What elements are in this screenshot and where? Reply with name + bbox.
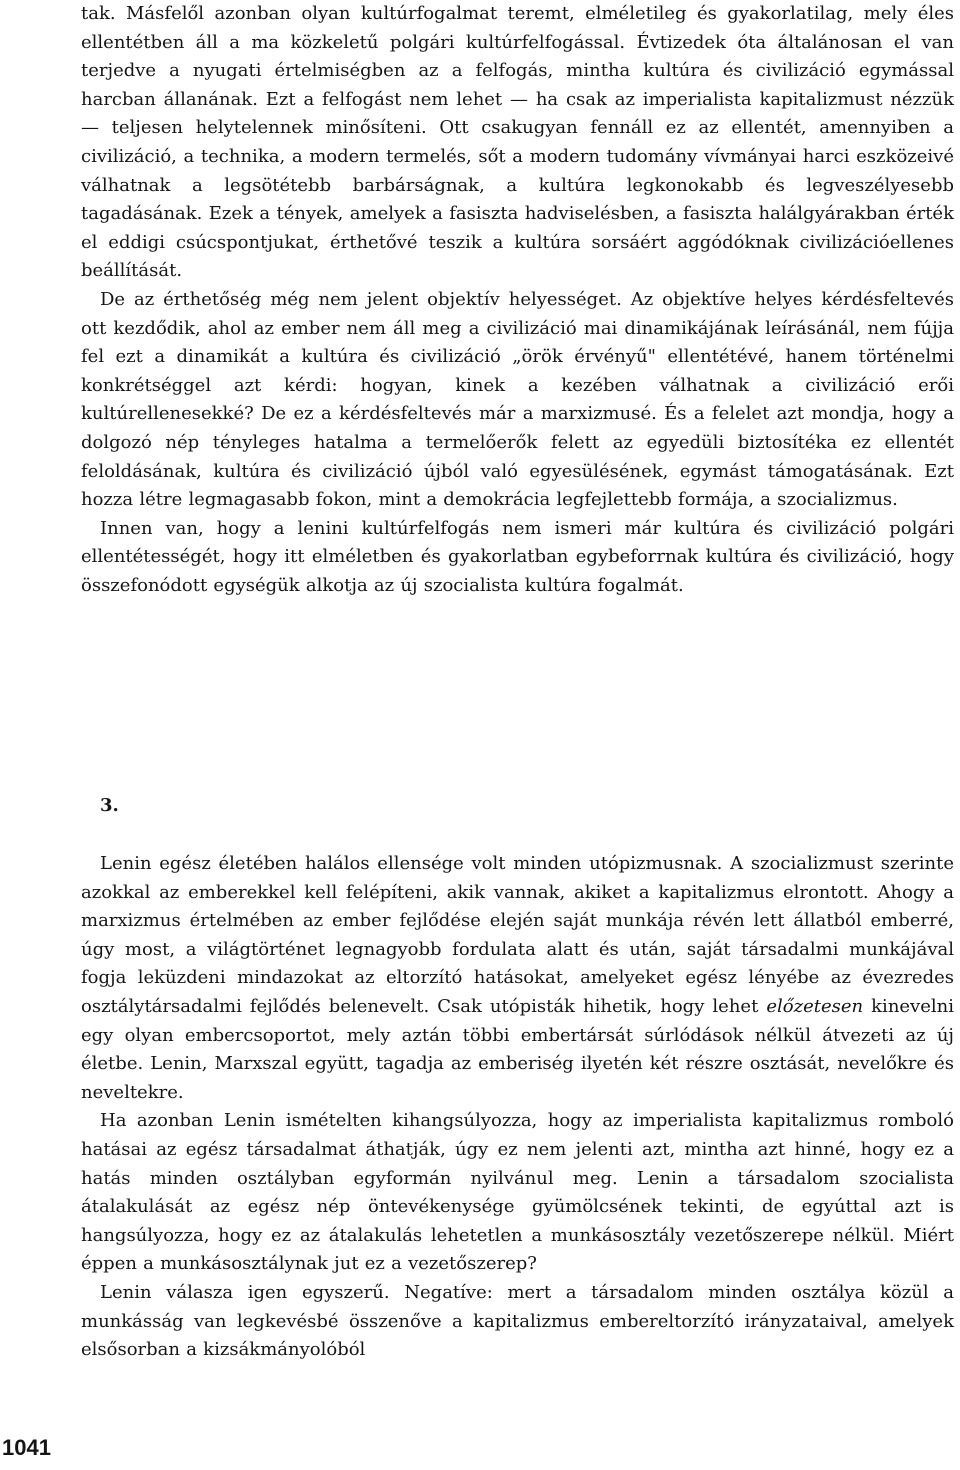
paragraph-lenin-culture-concept: Innen van, hogy a lenini kultúrfelfogás nem ismeri már kultúra és civilizáció polgári ellentétességét, hogy itt elméletben és gyakorlatban egybeforrnak kultúra és civilizáció, hogy összefonódott egységük alkotja az új szocialista kultúra fogalmát. <box>81 517 954 596</box>
emphasis-previously: előzetesen <box>766 995 864 1017</box>
paragraph-utopianism-text-1: Lenin egész életében halálos ellensége volt minden utópizmusnak. A szocializmust szerinte azokkal az emberekkel kell felépíteni, akik vannak, akiket a kapitalizmus elrontott. Ahogy a marxizmus értelmében az ember fejlődése elején saját munkája révén lett állatból emberré, úgy most, a világtörténet legnagyobb fordulata alatt és után, saját társadalmi munkájával fogja leküzdeni mindazokat az eltorzító hatásokat, amelyeket egész lényébe az évezredes osztálytársadalmi fejlődés belenevelt. Csak utópisták hihetik, hogy lehet <box>81 853 954 1017</box>
paragraph-utopianism <box>81 850 954 1107</box>
section-two-text <box>81 850 954 1365</box>
paragraph-utopianism-text-2: kinevelni egy olyan embercsoportot, mely aztán többi embertársát súrlódások nélkül átvezeti az új életbe. Lenin, Marxszal együtt, tagadja az emberiség ilyetén két részre osztását, nevelőkre és neveltekre. <box>81 995 954 1103</box>
paragraph-objective-correctness: De az érthetőség még nem jelent objektív helyességet. Az objektíve helyes kérdésfeltevés ott kezdődik, ahol az ember nem áll meg a civilizáció mai dinamikájának leírásánál, nem fújja fel ezt a dinamikát a kultúra és civilizáció „örök érvényű" ellentétévé, hanem történelmi konkrétséggel azt kérdi: hogyan, kinek a kezében válhatnak a civilizáció erői kultúrellenesekké? De ez a kérdésfeltevés már a marxizmusé. És a felelet azt mondja, hogy a dolgozó nép tényleges hatalma a termelőerők felett az egyedüli biztosítéka ez ellentét feloldásának, kultúra és civilizáció újból való egyesülésének, egymást támogatásának. Ezt hozza létre legmagasabb fokon, mint a demokrácia legfejlettebb formája, a szocializmus. <box>81 288 954 511</box>
section-number: 3. <box>100 795 119 816</box>
paragraph-lenin-answer: Lenin válasza igen egyszerű. Negatíve: mert a társadalom minden osztálya közül a munkásság van legkevésbé összenőve a kapitalizmus embereltorzító irányzataival, amelyek elsősorban a kizsákmányolóból <box>81 1281 954 1361</box>
page-number: 1041 <box>2 1435 51 1460</box>
section-one-text <box>81 0 954 600</box>
paragraph-continuation: tak. Másfelől azonban olyan kultúrfogalmat teremt, elméletileg és gyakorlatilag, mely éles ellentétben áll a ma közkeletű polgári kultúrfelfogással. Évtizedek óta általánosan el van terjedve a nyugati értelmiségben az a felfogás, mintha kultúra és civilizáció egymással harcban állanának. Ezt a felfogást nem lehet — ha csak az imperialista kapitalizmust nézzük — teljesen helytelennek minősíteni. Ott csakugyan fennáll ez az ellentét, amennyiben a civilizáció, a technika, a modern termelés, sőt a modern tudomány vívmányai harci eszközeivé válhatnak a legsötétebb barbárságnak, a kultúra legkonokabb és legveszélyesebb tagadásának. Ezek a tények, amelyek a fasiszta hadviselésben, a fasiszta halálgyárakban érték el eddigi csúcspontjukat, érthetővé teszik a kultúra sorsáért aggódóknak civilizációellenes beállítását. <box>81 3 954 282</box>
paragraph-imperialist-effects: Ha azonban Lenin ismételten kihangsúlyozza, hogy az imperialista kapitalizmus romboló hatásai az egész társadalmat áthatják, úgy ez nem jelenti azt, mintha azt hinné, hogy ez a hatás minden osztályban egyformán nyilvánul meg. Lenin a társadalom szocialista átalakulását az egész nép öntevékenysége gyümölcsének tekinti, de egyúttal azt is hangsúlyozza, hogy ez az átalakulás lehetetlen a munkásosztály vezetőszerepe nélkül. Miért éppen a munkásosztálynak jut ez a vezetőszerep? <box>81 1110 954 1275</box>
